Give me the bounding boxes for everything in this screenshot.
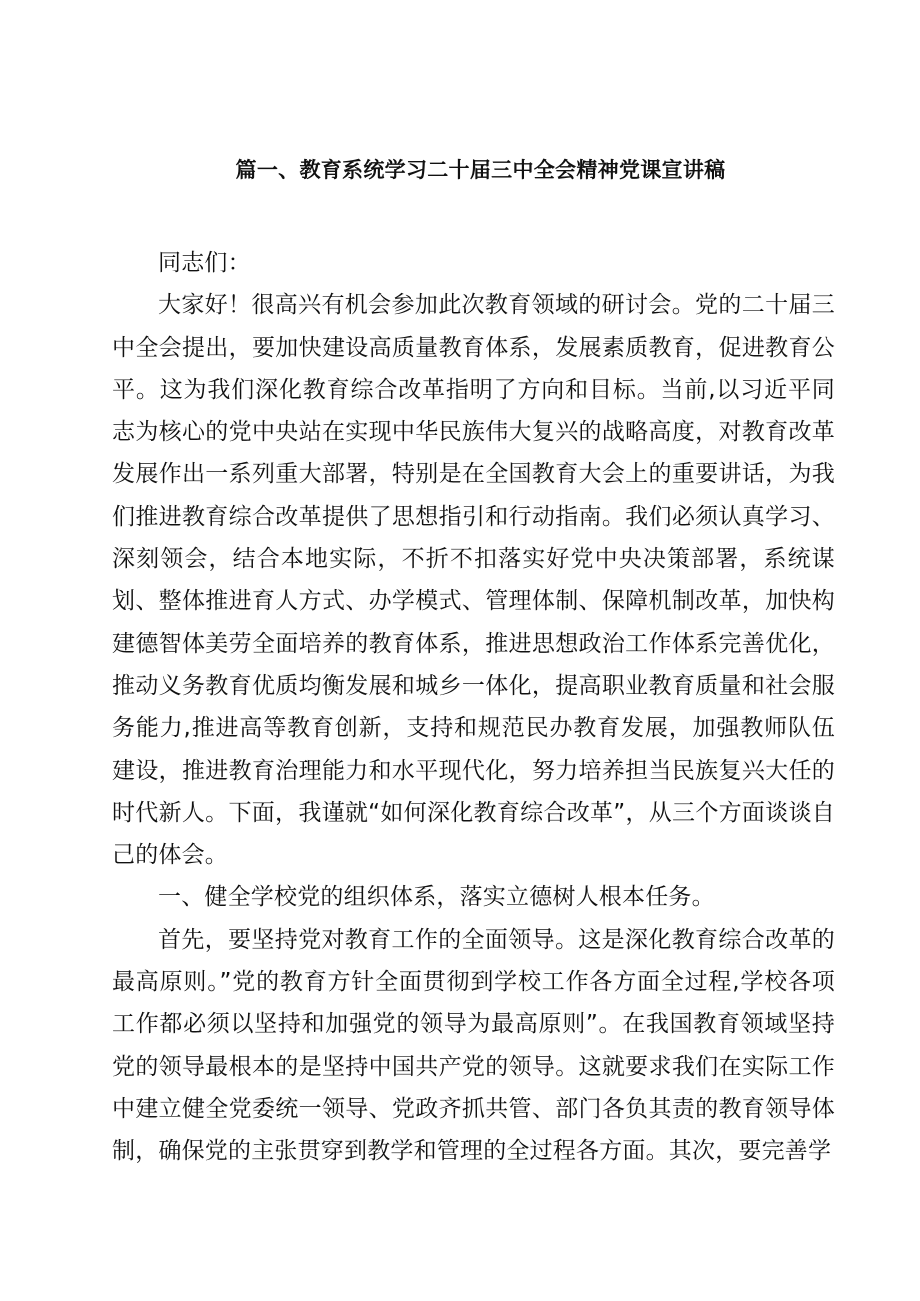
section-body-paragraph: 首先，要坚持党对教育工作的全面领导。这是深化教育综合改革的最高原则。”党的教育方针全面贯彻到学校工作各方面全过程,学校各项工作都必须以坚持和加强党的领导为最高原则”。在我国教育领域坚持党的领导最根本的是坚持中国共产党的领导。这就要求我们在实际工作中建立健全党委统一领导、党政齐抓共管、部门各负其责的教育领导体制，确保党的主张贯穿到教学和管理的全过程各方面。其次，要完善学 [112, 926, 835, 1165]
intro-paragraph: 大家好！很高兴有机会参加此次教育领域的研讨会。党的二十届三中全会提出，要加快建设高质量教育体系，发展素质教育，促进教育公平。这为我们深化教育综合改革指明了方向和目标。当前,以习近平同志为核心的党中央站在实现中华民族伟大复兴的战略高度，对教育改革发展作出一系列重大部署，特别是在全国教育大会上的重要讲话，为我们推进教育综合改革提供了思想指引和行动指南。我们必须认真学习、深刻领会，结合本地实际，不折不扣落实好党中央决策部署，系统谋划、整体推进育人方式、办学模式、管理体制、保障机制改革，加快构建德智体美劳全面培养的教育体系，推进思想政治工作体系完善优化，推动义务教育优质均衡发展和城乡一体化，提高职业教育质量和社会服务能力,推进高等教育创新，支持和规范民办教育发展，加强教师队伍建设，推进教育治理能力和水平现代化，努力培养担当民族复兴大任的时代新人。下面，我谨就“如何深化教育综合改革”，从三个方面谈谈自己的体会。 [112, 292, 835, 869]
section-heading-paragraph: 一、健全学校党的组织体系，落实立德树人根本任务。 [158, 884, 715, 911]
salutation-paragraph: 同志们： [158, 250, 251, 276]
document-body [112, 242, 835, 1173]
document-title: 篇一、教育系统学习二十届三中全会精神党课宣讲稿 [235, 158, 726, 182]
